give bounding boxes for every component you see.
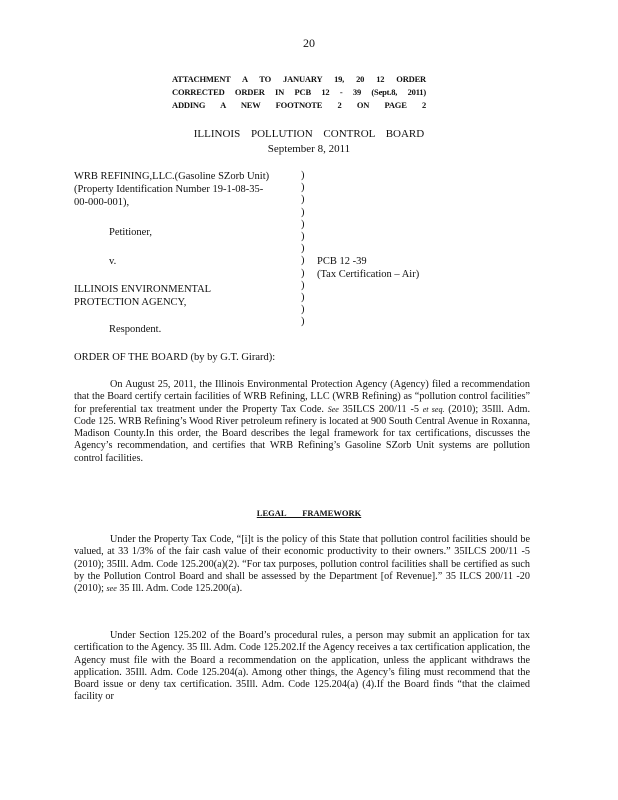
case-type: (Tax Certification – Air) xyxy=(317,269,420,280)
paragraph-legal xyxy=(74,534,530,595)
paragraph-legal-text-2: 35 Ill. Adm. Code 125.200(a). xyxy=(116,583,243,595)
et-seq-signal: et seq. xyxy=(422,404,445,414)
attachment-line-2: CORRECTED ORDER IN PCB 12 - 39 (Sept.8, 2011) xyxy=(172,87,426,97)
petitioner-line-3: 00-000-001), xyxy=(74,197,130,208)
paragraph-intro-text-2: 35ILCS 200/11 -5 xyxy=(338,403,423,415)
paragraph-procedure xyxy=(74,630,530,704)
legal-framework-heading: LEGAL FRAMEWORK xyxy=(256,508,362,518)
paragraph-intro-text-3: (2010); 35Ill. Adm. Code 125. WRB Refining’s Wood River petroleum refinery is located at 900 South Central Avenue in Roxanna, Madison County.In this order, the Board describes the legal framework for tax certifications, discusses the Agency’s recommendation, and certifies that WRB Refining’s Gasoline SZorb Unit systems are pollution control facilities. xyxy=(74,403,531,464)
paragraph-legal-text-1: Under the Property Tax Code, “[i]t is the policy of this State that pollution control facilities should be valued, at 33 1/3% of the fair cash value of their economic productivity to their owners.” 35ILCS 200/11 -5 (2010); 35Ill. Adm. Code 125.200(a)(2). “For tax purposes, pollution control facilities shall be certified as such by the Pollution Control Board and shall be assessed by the Department [of Revenue].” 35 ILCS 200/11 -20 (2010); xyxy=(74,534,530,595)
board-name: ILLINOIS POLLUTION CONTROL BOARD xyxy=(193,128,425,140)
see-signal-2: see xyxy=(106,584,117,594)
attachment-line-3: ADDING A NEW FOOTNOTE 2 ON PAGE 2 xyxy=(172,100,426,110)
paragraph-intro-text-1: On August 25, 2011, the Illinois Environmental Protection Agency (Agency) filed a recommendation that the Board certify certain facilities of WRB Refining, LLC (WRB Refining) as “pollution control facilities” for preferential tax treatment under the Property Tax Code. xyxy=(74,379,530,415)
petitioner-role: Petitioner, xyxy=(109,227,153,238)
paragraph-intro xyxy=(74,379,530,465)
page-number: 20 xyxy=(303,36,315,50)
order-line: ORDER OF THE BOARD (by by G.T. Girard): xyxy=(74,352,276,363)
respondent-line-1: ILLINOIS ENVIRONMENTAL xyxy=(74,284,212,295)
attachment-note xyxy=(172,73,426,112)
caption-parenthesis-column: ) ) ) ) ) ) ) ) ) ) ) ) ) xyxy=(301,170,305,328)
versus-label: v. xyxy=(109,256,117,267)
see-signal: See xyxy=(327,404,339,414)
case-number: PCB 12 -39 xyxy=(317,256,367,267)
board-date: September 8, 2011 xyxy=(267,143,351,155)
respondent-role: Respondent. xyxy=(109,324,162,335)
petitioner-line-2: (Property Identification Number 19-1-08-35- xyxy=(74,184,264,195)
attachment-line-1: ATTACHMENT A TO JANUARY 19, 20 12 ORDER xyxy=(172,74,426,84)
paragraph-procedure-text: Under Section 125.202 of the Board’s procedural rules, a person may submit an application for tax certification to the Agency. 35 Ill. Adm. Code 125.202.If the Agency receives a tax certification application, the Agency must file with the Board a recommendation on the application, unless the applicant withdraws the application. 35Ill. Adm. Code 125.204(a). Among other things, the Agency’s filing must recommend that the Board issue or deny tax certification. 35Ill. Adm. Code 125.204(a) (4).If the Board finds “that the claimed facility or xyxy=(74,630,530,703)
respondent-line-2: PROTECTION AGENCY, xyxy=(74,297,187,308)
petitioner-line-1: WRB REFINING,LLC.(Gasoline SZorb Unit) xyxy=(74,171,270,182)
